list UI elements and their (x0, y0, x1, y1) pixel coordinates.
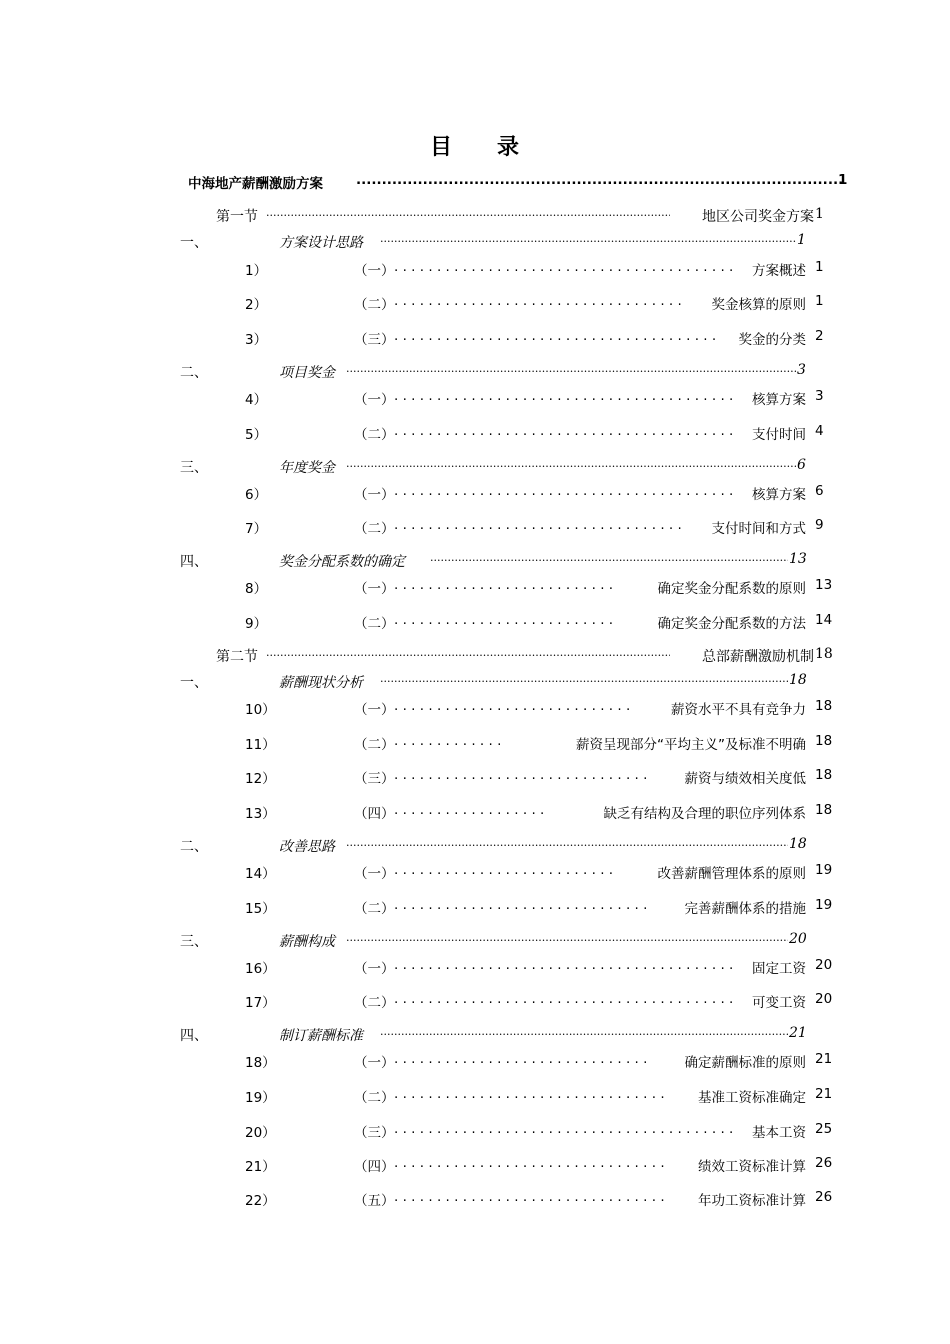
entry-text: 薪资水平不具有竞争力 (669, 698, 806, 718)
entry-text: 总部薪酬激励机制 (702, 649, 814, 665)
dot-leader (430, 551, 788, 564)
item-subnumber: （一） (354, 392, 395, 408)
toc-entry-item[interactable] (0, 423, 950, 445)
entry-text: 制订薪酬标准 (279, 1028, 363, 1044)
page-number: 18 (789, 672, 807, 688)
page-number: 1 (815, 293, 824, 309)
item-index: 21） (245, 1159, 276, 1175)
toc-entry-item[interactable] (0, 957, 950, 979)
entry-text: 奖金的分类 (737, 328, 807, 348)
toc-entry-item[interactable] (0, 698, 950, 720)
dot-leader (394, 259, 736, 275)
item-index: 12） (245, 771, 276, 787)
page-number: 18 (815, 802, 833, 818)
item-index: 9） (245, 616, 268, 632)
dot-leader (394, 483, 736, 499)
toc-entry-item[interactable] (0, 1189, 950, 1211)
toc-entry-chapter[interactable] (0, 672, 950, 694)
entry-text: 年度奖金 (279, 460, 335, 476)
item-index: 8） (245, 581, 268, 597)
dot-leader (394, 1121, 736, 1137)
page-number: 6 (797, 457, 806, 473)
page-number: 18 (789, 836, 807, 852)
toc-entry-item[interactable] (0, 483, 950, 505)
item-subnumber: （二） (354, 737, 395, 753)
dot-leader (394, 862, 618, 878)
page-number: 20 (789, 931, 807, 947)
item-index: 13） (245, 806, 276, 822)
item-index: 11） (245, 737, 276, 753)
dot-leader (356, 172, 843, 188)
item-subnumber: （五） (354, 1193, 395, 1209)
toc-entry-chapter[interactable] (0, 1025, 950, 1047)
toc-entry-chapter[interactable] (0, 457, 950, 479)
toc-entry-section-2[interactable] (0, 646, 950, 668)
entry-text: 支付时间和方式 (710, 517, 807, 537)
section-number: 第二节 (216, 649, 258, 665)
toc-entry-item[interactable] (0, 577, 950, 599)
toc-entry-item[interactable] (0, 802, 950, 824)
item-subnumber: （一） (354, 961, 395, 977)
item-index: 5） (245, 427, 268, 443)
chapter-number: 三、 (180, 934, 208, 950)
page-number: 1 (815, 259, 824, 275)
page-number: 14 (815, 612, 833, 628)
entry-text: 地区公司奖金方案 (702, 209, 814, 225)
dot-leader (346, 457, 796, 470)
chapter-number: 四、 (180, 554, 208, 570)
dot-leader (346, 931, 788, 944)
page-number: 4 (815, 423, 824, 439)
entry-text: 可变工资 (750, 991, 806, 1011)
entry-text: 核算方案 (750, 483, 806, 503)
page-number: 1 (815, 206, 824, 222)
toc-entry-item[interactable] (0, 1155, 950, 1177)
page-number: 21 (789, 1025, 807, 1041)
chapter-number: 二、 (180, 365, 208, 381)
entry-text: 核算方案 (750, 388, 806, 408)
page-number: 6 (815, 483, 824, 499)
toc-entry-item[interactable] (0, 991, 950, 1013)
item-index: 1） (245, 263, 268, 279)
chapter-number: 二、 (180, 839, 208, 855)
chapter-number: 三、 (180, 460, 208, 476)
section-number: 第一节 (216, 209, 258, 225)
item-index: 17） (245, 995, 276, 1011)
toc-entry-item[interactable] (0, 1086, 950, 1108)
item-subnumber: （四） (354, 1159, 395, 1175)
page-number: 1 (838, 172, 848, 188)
dot-leader (394, 897, 652, 913)
chapter-number: 一、 (180, 675, 208, 691)
dot-leader (346, 836, 788, 849)
entry-text: 基本工资 (750, 1121, 806, 1141)
entry-text: 确定奖金分配系数的方法 (656, 612, 807, 632)
page-number: 18 (815, 733, 833, 749)
page-number: 20 (815, 991, 833, 1007)
dot-leader (394, 698, 635, 714)
page-number: 19 (815, 862, 833, 878)
item-index: 6） (245, 487, 268, 503)
dot-leader (394, 1086, 669, 1102)
dot-leader (394, 577, 618, 593)
entry-text: 方案设计思路 (279, 235, 363, 251)
item-subnumber: （二） (354, 1090, 395, 1106)
dot-leader (394, 802, 550, 818)
toc-entry-item[interactable] (0, 517, 950, 539)
item-subnumber: （二） (354, 297, 395, 313)
item-index: 10） (245, 702, 276, 718)
page-number: 26 (815, 1189, 833, 1205)
dot-leader (394, 957, 736, 973)
entry-text: 缺乏有结构及合理的职位序列体系 (602, 802, 807, 822)
toc-entry-item[interactable] (0, 767, 950, 789)
toc-entry-chapter[interactable] (0, 931, 950, 953)
dot-leader (394, 767, 652, 783)
item-index: 3） (245, 332, 268, 348)
toc-entry-item[interactable] (0, 388, 950, 410)
entry-text: 薪酬构成 (279, 934, 335, 950)
toc-entry-item[interactable] (0, 259, 950, 281)
item-subnumber: （一） (354, 1055, 395, 1071)
item-subnumber: （三） (354, 1125, 395, 1141)
item-subnumber: （一） (354, 702, 395, 718)
chapter-number: 四、 (180, 1028, 208, 1044)
dot-leader (380, 1025, 788, 1038)
toc-heading (0, 130, 950, 161)
entry-text: 奖金分配系数的确定 (279, 554, 405, 570)
entry-text: 确定薪酬标准的原则 (683, 1051, 807, 1071)
entry-text: 年功工资标准计算 (696, 1189, 806, 1209)
page-number: 18 (815, 698, 833, 714)
item-index: 18） (245, 1055, 276, 1071)
toc-entry-item[interactable] (0, 1121, 950, 1143)
item-subnumber: （三） (354, 332, 395, 348)
dot-leader (394, 612, 618, 628)
toc-entry-chapter[interactable] (0, 551, 950, 573)
item-subnumber: （一） (354, 263, 395, 279)
dot-leader (380, 232, 796, 245)
page-number: 26 (815, 1155, 833, 1171)
page-number: 21 (815, 1051, 833, 1067)
toc-entry-item[interactable] (0, 1051, 950, 1073)
dot-leader (380, 672, 788, 685)
entry-text: 改善思路 (279, 839, 335, 855)
item-index: 20） (245, 1125, 276, 1141)
toc-entry-doc-title[interactable] (0, 172, 950, 194)
dot-leader (394, 293, 686, 309)
dot-leader (266, 206, 670, 219)
entry-text: 支付时间 (750, 423, 806, 443)
entry-text: 中海地产薪酬激励方案 (188, 176, 323, 192)
entry-text: 完善薪酬体系的措施 (683, 897, 807, 917)
toc-heading-char-2: 录 (497, 134, 521, 160)
toc-entry-item[interactable] (0, 862, 950, 884)
page-number: 18 (815, 767, 833, 783)
item-subnumber: （一） (354, 487, 395, 503)
dot-leader (394, 991, 736, 1007)
dot-leader (394, 517, 686, 533)
toc-entry-item[interactable] (0, 612, 950, 634)
dot-leader (394, 388, 736, 404)
item-index: 16） (245, 961, 276, 977)
toc-entry-item[interactable] (0, 733, 950, 755)
dot-leader (394, 423, 736, 439)
toc-entry-item[interactable] (0, 328, 950, 350)
entry-text: 确定奖金分配系数的原则 (656, 577, 807, 597)
page-number: 1 (797, 232, 806, 248)
toc-entry-chapter[interactable] (0, 232, 950, 254)
page-number: 25 (815, 1121, 833, 1137)
toc-heading-char-1: 目 (429, 134, 453, 160)
dot-leader (394, 1051, 652, 1067)
page-number: 2 (815, 328, 824, 344)
item-index: 22） (245, 1193, 276, 1209)
entry-text: 薪酬现状分析 (279, 675, 363, 691)
item-index: 19） (245, 1090, 276, 1106)
item-index: 14） (245, 866, 276, 882)
entry-text: 基准工资标准确定 (696, 1086, 806, 1106)
page-number: 9 (815, 517, 824, 533)
page-number: 20 (815, 957, 833, 973)
dot-leader (394, 1155, 669, 1171)
entry-text: 绩效工资标准计算 (696, 1155, 806, 1175)
page-number: 13 (815, 577, 833, 593)
entry-text: 薪资与绩效相关度低 (683, 767, 807, 787)
item-index: 15） (245, 901, 276, 917)
dot-leader (394, 1189, 669, 1205)
dot-leader (266, 646, 670, 659)
entry-text: 方案概述 (750, 259, 806, 279)
item-subnumber: （二） (354, 616, 395, 632)
entry-text: 薪资呈现部分“平均主义”及标准不明确 (574, 733, 806, 753)
entry-text: 固定工资 (750, 957, 806, 977)
item-index: 7） (245, 521, 268, 537)
entry-text: 改善薪酬管理体系的原则 (656, 862, 807, 882)
dot-leader (394, 733, 500, 749)
item-subnumber: （二） (354, 521, 395, 537)
page-number: 21 (815, 1086, 833, 1102)
item-subnumber: （二） (354, 901, 395, 917)
toc-entry-section-1[interactable] (0, 206, 950, 228)
page-number: 18 (815, 646, 833, 662)
page-number: 13 (789, 551, 807, 567)
item-subnumber: （四） (354, 806, 395, 822)
item-index: 2） (245, 297, 268, 313)
entry-text: 奖金核算的原则 (710, 293, 807, 313)
item-subnumber: （二） (354, 427, 395, 443)
item-subnumber: （二） (354, 995, 395, 1011)
dot-leader (346, 362, 796, 375)
toc-entry-item[interactable] (0, 293, 950, 315)
dot-leader (394, 328, 720, 344)
page-number: 3 (797, 362, 806, 378)
page-number: 3 (815, 388, 824, 404)
page-number: 19 (815, 897, 833, 913)
item-subnumber: （一） (354, 866, 395, 882)
toc-entry-chapter[interactable] (0, 836, 950, 858)
item-subnumber: （三） (354, 771, 395, 787)
chapter-number: 一、 (180, 235, 208, 251)
toc-entry-chapter[interactable] (0, 362, 950, 384)
toc-entry-item[interactable] (0, 897, 950, 919)
item-subnumber: （一） (354, 581, 395, 597)
item-index: 4） (245, 392, 268, 408)
entry-text: 项目奖金 (279, 365, 335, 381)
